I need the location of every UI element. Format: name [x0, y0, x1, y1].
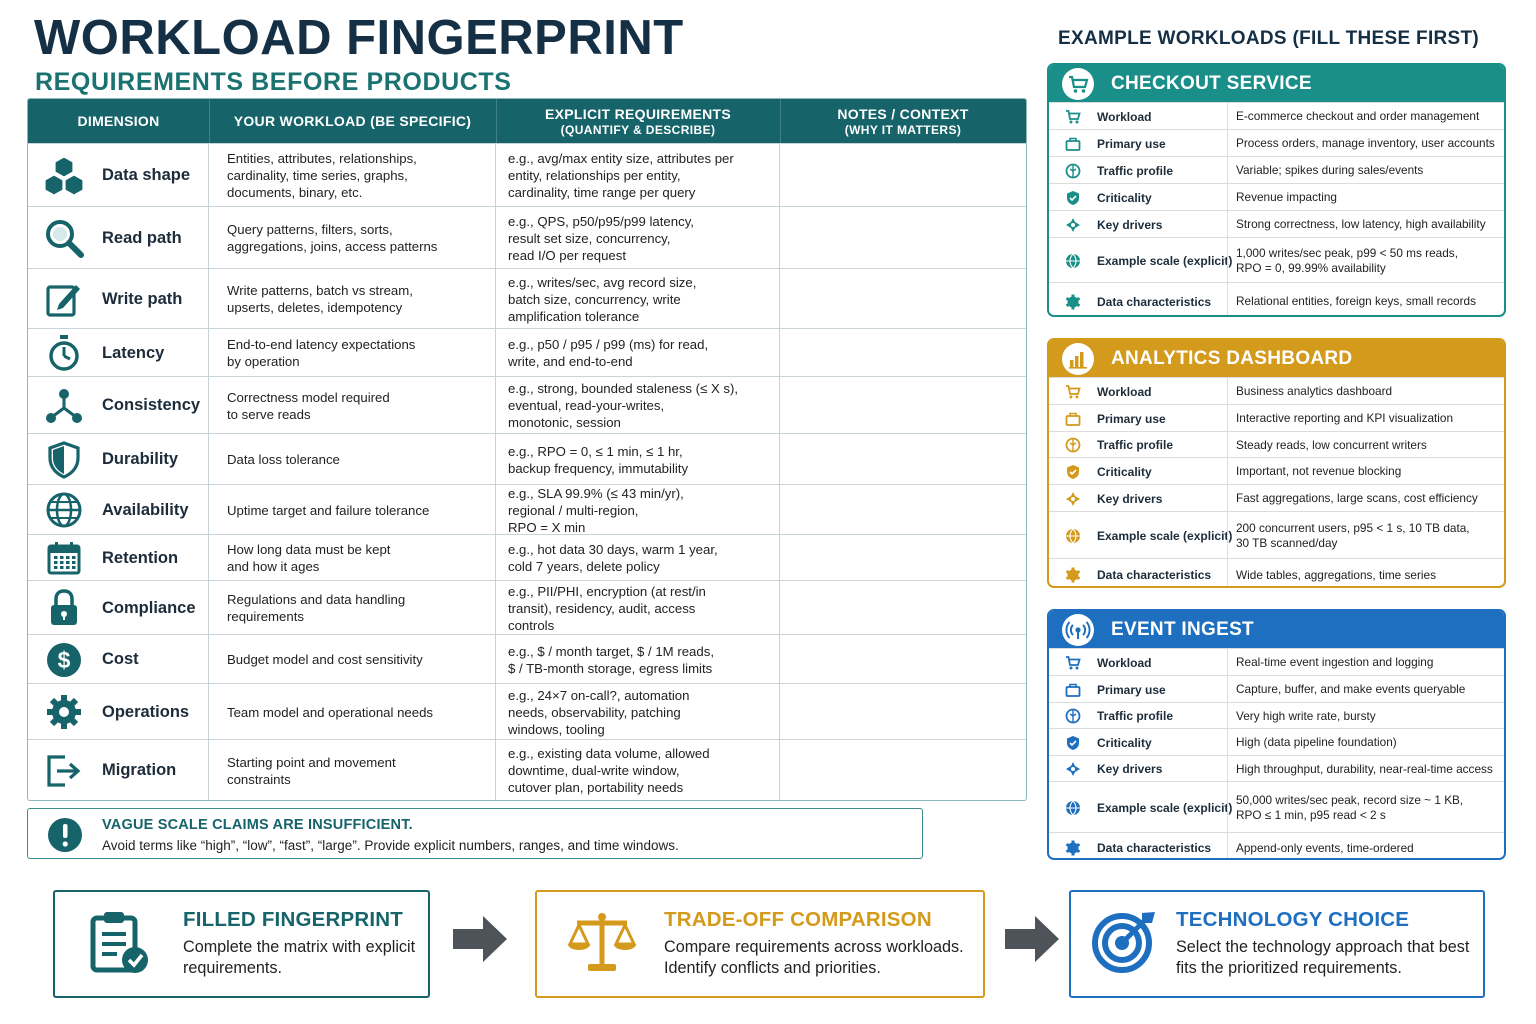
requirements-cell[interactable]: e.g., p50 / p95 / p99 (ms) for read, write, and end-to-end: [496, 329, 780, 377]
flow-step-title: TRADE-OFF COMPARISON: [664, 908, 932, 931]
examples-title: EXAMPLE WORKLOADS (FILL THESE FIRST): [1058, 28, 1480, 49]
cart-icon: [1049, 65, 1107, 102]
cart-icon: [1058, 378, 1088, 405]
example-row-value: E-commerce checkout and order management: [1227, 103, 1506, 130]
migrate-icon: [42, 749, 86, 793]
example-row: [1049, 457, 1504, 485]
matrix-row: [28, 143, 1026, 207]
briefcase-icon: [1058, 405, 1088, 432]
dimension-label: Durability: [102, 450, 179, 468]
workload-cell[interactable]: How long data must be kept and how it ages: [209, 535, 496, 581]
traffic-icon: [1058, 157, 1088, 184]
example-row: [1049, 675, 1504, 703]
requirements-cell[interactable]: e.g., hot data 30 days, warm 1 year, cold 7 years, delete policy: [496, 535, 780, 581]
example-card-header: [1049, 611, 1504, 648]
dimension-cell: [28, 377, 209, 434]
broadcast-icon: [1049, 611, 1107, 648]
shield-check-icon: [1058, 729, 1088, 756]
example-row: [1049, 702, 1504, 729]
example-row-value: Wide tables, aggregations, time series: [1227, 559, 1506, 588]
flow-step-trade-off-comparison: [535, 890, 985, 998]
example-row: [1049, 183, 1504, 211]
requirements-cell[interactable]: e.g., $ / month target, $ / 1M reads, $ / TB-month storage, egress limits: [496, 635, 780, 684]
matrix-row: [28, 376, 1026, 434]
globe-icon: [1058, 238, 1088, 283]
flow-step-text: Complete the matrix with explicit requirements.: [183, 938, 416, 977]
shield-check-icon: [1058, 458, 1088, 485]
example-card-checkout-service: [1047, 63, 1506, 317]
example-row-label: Traffic profile: [1097, 163, 1174, 178]
example-row-label: Criticality: [1097, 735, 1152, 750]
dimension-label: Consistency: [102, 396, 201, 414]
page-title: WORKLOAD FINGERPRINT: [34, 11, 684, 65]
example-row: [1049, 282, 1504, 317]
example-row-label: Primary use: [1097, 682, 1166, 697]
warning-text: Avoid terms like “high”, “low”, “fast”, “large”. Provide explicit numbers, ranges, and time windows.: [102, 838, 679, 853]
example-row-label: Key drivers: [1097, 217, 1163, 232]
drivers-icon: [1058, 211, 1088, 238]
workload-cell[interactable]: Query patterns, filters, sorts, aggregations, joins, access patterns: [209, 207, 496, 269]
dimension-cell: [28, 635, 209, 684]
example-card-header: [1049, 340, 1504, 377]
example-card-title: CHECKOUT SERVICE: [1111, 72, 1312, 94]
example-row-label: Traffic profile: [1097, 438, 1174, 452]
example-card-header: [1049, 65, 1504, 102]
warning-banner: [27, 808, 923, 859]
example-row-label: Data characteristics: [1097, 294, 1212, 309]
example-row: [1049, 102, 1504, 130]
example-row-value: 200 concurrent users, p95 < 1 s, 10 TB data, 30 TB scanned/day: [1227, 512, 1506, 559]
requirements-cell[interactable]: e.g., 24×7 on-call?, automation needs, observability, patching windows, tooling: [496, 684, 780, 740]
dimension-cell: [28, 329, 209, 377]
exclamation-icon: [47, 817, 83, 858]
gear-icon: [1058, 833, 1088, 860]
example-row: [1049, 832, 1504, 860]
column-header-notes: NOTES / CONTEXT (WHY IT MATTERS): [837, 105, 969, 137]
matrix-row: [28, 268, 1026, 329]
gear-icon: [1058, 283, 1088, 317]
flow-step-technology-choice: [1069, 890, 1485, 998]
example-row-label: Criticality: [1097, 190, 1152, 205]
workload-cell[interactable]: Regulations and data handling requirements: [209, 581, 496, 635]
notes-cell[interactable]: [780, 207, 1026, 269]
matrix-header: [28, 99, 1026, 143]
flow-step-title: FILLED FINGERPRINT: [183, 908, 403, 931]
notes-cell[interactable]: [780, 485, 1026, 535]
notes-cell[interactable]: [780, 377, 1026, 434]
stopwatch-icon: [42, 331, 86, 375]
example-row-value: Process orders, manage inventory, user accounts: [1227, 130, 1506, 157]
example-row-label: Key drivers: [1097, 762, 1163, 776]
drivers-icon: [1058, 485, 1088, 512]
example-row-label: Data characteristics: [1097, 841, 1212, 855]
dimension-label: Compliance: [102, 598, 196, 617]
cart-icon: [1058, 103, 1088, 130]
example-row-value: Relational entities, foreign keys, small records: [1227, 283, 1506, 317]
workload-cell[interactable]: Team model and operational needs: [209, 684, 496, 740]
dimension-cell: [28, 269, 209, 329]
notes-cell[interactable]: [780, 434, 1026, 485]
example-row: [1049, 781, 1504, 833]
requirements-cell[interactable]: e.g., QPS, p50/p95/p99 latency, result set size, concurrency, read I/O per request: [496, 207, 780, 269]
example-row-value: High throughput, durability, near-real-time access: [1227, 756, 1506, 782]
flow-step-text: Select the technology approach that best fits the prioritized requirements.: [1176, 938, 1470, 977]
dimension-label: Write path: [102, 289, 183, 308]
gear-icon: [1058, 559, 1088, 588]
lock-icon: [42, 586, 86, 630]
example-row-value: 1,000 writes/sec peak, p99 < 50 ms reads, RPO = 0, 99.99% availability: [1227, 238, 1506, 283]
example-row-label: Primary use: [1097, 136, 1166, 151]
matrix-row: [28, 580, 1026, 635]
notes-cell[interactable]: [780, 269, 1026, 329]
dimension-cell: [28, 485, 209, 535]
example-row-value: Append-only events, time-ordered: [1227, 833, 1506, 860]
example-row-value: Very high write rate, bursty: [1227, 703, 1506, 729]
example-row-value: High (data pipeline foundation): [1227, 729, 1506, 756]
example-row: [1049, 431, 1504, 458]
gear-icon: [42, 690, 86, 734]
flow-step-title: TECHNOLOGY CHOICE: [1176, 908, 1410, 931]
matrix-row: [28, 634, 1026, 684]
example-card-title: EVENT INGEST: [1111, 618, 1254, 640]
matrix-row: [28, 328, 1026, 377]
cubes-icon: [42, 154, 86, 198]
drivers-icon: [1058, 756, 1088, 782]
example-row: [1049, 129, 1504, 157]
workload-cell[interactable]: Budget model and cost sensitivity: [209, 635, 496, 684]
requirements-cell[interactable]: e.g., writes/sec, avg record size, batch size, concurrency, write amplification tolerance: [496, 269, 780, 329]
requirements-cell[interactable]: e.g., existing data volume, allowed downtime, dual-write window, cutover plan, portability needs: [496, 740, 780, 801]
matrix-row: [28, 534, 1026, 581]
flow-step-text: Compare requirements across workloads. Identify conflicts and priorities.: [664, 938, 964, 977]
dimension-label: Migration: [102, 761, 177, 779]
flow-step-filled-fingerprint: [53, 890, 430, 998]
edit-icon: [42, 277, 86, 321]
briefcase-icon: [1058, 130, 1088, 157]
example-row-label: Workload: [1097, 109, 1152, 124]
dimension-cell: [28, 207, 209, 269]
globe-icon: [42, 488, 86, 532]
example-card-title: ANALYTICS DASHBOARD: [1111, 347, 1353, 369]
example-row-label: Workload: [1097, 384, 1152, 399]
example-row: [1049, 156, 1504, 184]
notes-cell[interactable]: [780, 535, 1026, 581]
requirements-cell[interactable]: e.g., strong, bounded staleness (≤ X s), eventual, read-your-writes, monotonic, session: [496, 377, 780, 434]
workload-cell[interactable]: Write patterns, batch vs stream, upserts, deletes, idempotency: [209, 269, 496, 329]
calendar-icon: [42, 536, 86, 580]
example-row-value: Variable; spikes during sales/events: [1227, 157, 1506, 184]
requirements-cell[interactable]: e.g., SLA 99.9% (≤ 43 min/yr), regional / multi-region, RPO = X min: [496, 485, 780, 535]
briefcase-icon: [1058, 676, 1088, 703]
dimension-cell: [28, 740, 209, 801]
dimension-cell: [28, 535, 209, 581]
globe-icon: [1058, 512, 1088, 559]
page-subtitle: REQUIREMENTS BEFORE PRODUCTS: [35, 68, 512, 96]
cart-icon: [1058, 649, 1088, 676]
workload-cell[interactable]: Data loss tolerance: [209, 434, 496, 485]
matrix-row: [28, 683, 1026, 740]
example-row-value: Interactive reporting and KPI visualization: [1227, 405, 1506, 432]
example-row: [1049, 511, 1504, 559]
example-row: [1049, 210, 1504, 238]
example-row-value: Strong correctness, low latency, high availability: [1227, 211, 1506, 238]
clipboard-check-icon: [85, 908, 153, 981]
example-row-value: Steady reads, low concurrent writers: [1227, 432, 1506, 458]
dimension-label: Operations: [102, 702, 190, 721]
dollar-icon: [42, 638, 86, 682]
dimension-cell: [28, 144, 209, 207]
arrow-right-icon: [451, 913, 509, 970]
dimension-label: Availability: [102, 500, 189, 519]
matrix-row: [28, 433, 1026, 485]
workload-cell[interactable]: Entities, attributes, relationships, cardinality, time series, graphs, documents, binary, etc.: [209, 144, 496, 207]
dimension-label: Data shape: [102, 166, 191, 184]
example-row-value: Important, not revenue blocking: [1227, 458, 1506, 485]
workload-cell[interactable]: Correctness model required to serve reads: [209, 377, 496, 434]
shield-check-icon: [1058, 184, 1088, 211]
example-row-value: 50,000 writes/sec peak, record size ~ 1 KB, RPO ≤ 1 min, p95 read < 2 s: [1227, 782, 1506, 833]
example-row-value: Fast aggregations, large scans, cost efficiency: [1227, 485, 1506, 512]
example-row-label: Key drivers: [1097, 491, 1163, 506]
example-row-value: Business analytics dashboard: [1227, 378, 1506, 405]
scales-icon: [567, 908, 637, 981]
shield-icon: [42, 438, 86, 482]
dimension-label: Cost: [102, 650, 139, 668]
matrix-row: [28, 206, 1026, 269]
example-row: [1049, 404, 1504, 432]
example-row: [1049, 728, 1504, 756]
nodes-icon: [42, 384, 86, 428]
notes-cell[interactable]: [780, 581, 1026, 635]
workload-cell[interactable]: End-to-end latency expectations by operation: [209, 329, 496, 377]
example-card-analytics-dashboard: [1047, 338, 1506, 588]
workload-cell[interactable]: Uptime target and failure tolerance: [209, 485, 496, 535]
dimension-cell: [28, 434, 209, 485]
example-card-event-ingest: [1047, 609, 1506, 860]
globe-icon: [1058, 782, 1088, 833]
column-header-requirements: EXPLICIT REQUIREMENTS (QUANTIFY & DESCRIBE): [496, 99, 781, 143]
fingerprint-matrix: [27, 98, 1027, 801]
example-row-label: Primary use: [1097, 411, 1166, 426]
search-icon: [42, 216, 86, 260]
svg-text:$: $: [57, 646, 71, 673]
traffic-icon: [1058, 703, 1088, 729]
column-header-workload: YOUR WORKLOAD (BE SPECIFIC): [209, 99, 497, 143]
example-row: [1049, 755, 1504, 782]
notes-cell[interactable]: [780, 144, 1026, 207]
example-row: [1049, 237, 1504, 283]
target-icon: [1091, 908, 1157, 979]
requirements-cell[interactable]: e.g., RPO = 0, ≤ 1 min, ≤ 1 hr, backup frequency, immutability: [496, 434, 780, 485]
example-row-label: Traffic profile: [1097, 709, 1174, 723]
matrix-row: [28, 484, 1026, 535]
dimension-label: Latency: [102, 343, 165, 362]
matrix-row: [28, 739, 1026, 801]
notes-cell[interactable]: [780, 329, 1026, 377]
example-row-value: Real-time event ingestion and logging: [1227, 649, 1506, 676]
bar-chart-icon: [1049, 340, 1107, 377]
example-row-label: Example scale (explicit): [1097, 800, 1233, 815]
warning-title: VAGUE SCALE CLAIMS ARE INSUFFICIENT.: [102, 817, 413, 833]
example-row-label: Workload: [1097, 655, 1152, 670]
example-row-label: Example scale (explicit): [1097, 253, 1233, 268]
workload-cell[interactable]: Starting point and movement constraints: [209, 740, 496, 801]
example-row: [1049, 484, 1504, 512]
example-row-value: Capture, buffer, and make events queryable: [1227, 676, 1506, 703]
dimension-label: Retention: [102, 548, 179, 567]
example-row-value: Revenue impacting: [1227, 184, 1506, 211]
notes-cell[interactable]: [780, 635, 1026, 684]
example-row-label: Example scale (explicit): [1097, 528, 1233, 543]
example-row: [1049, 558, 1504, 588]
traffic-icon: [1058, 432, 1088, 458]
example-row-label: Criticality: [1097, 464, 1152, 479]
notes-cell[interactable]: [780, 740, 1026, 801]
dimension-cell: [28, 581, 209, 635]
example-row: [1049, 648, 1504, 676]
example-row-label: Data characteristics: [1097, 568, 1212, 582]
example-row: [1049, 377, 1504, 405]
dimension-cell: [28, 684, 209, 740]
requirements-cell[interactable]: e.g., avg/max entity size, attributes per entity, relationships per entity, cardinality, time range per query: [496, 144, 780, 207]
arrow-right-icon: [1003, 913, 1061, 970]
requirements-cell[interactable]: e.g., PII/PHI, encryption (at rest/in transit), residency, audit, access controls: [496, 581, 780, 635]
column-header-dimension: DIMENSION: [28, 99, 210, 143]
dimension-label: Read path: [102, 228, 182, 247]
notes-cell[interactable]: [780, 684, 1026, 740]
